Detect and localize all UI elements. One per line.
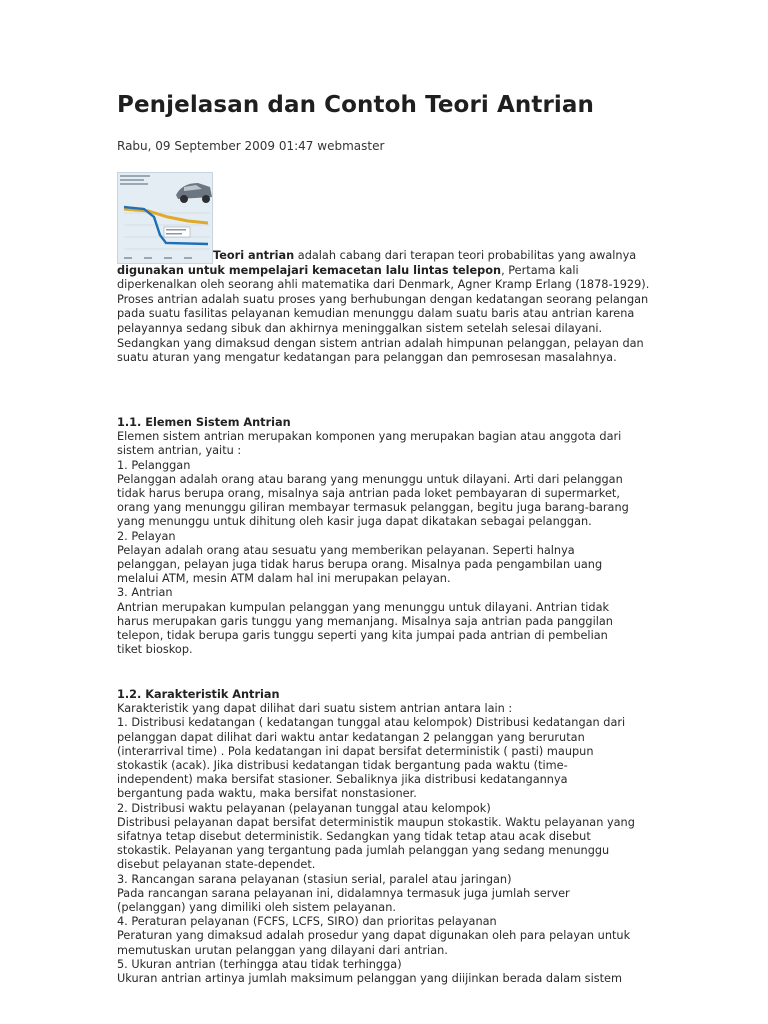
section-line: 3. Antrian [117,586,173,600]
section-line: 5. Ukuran antrian (terhingga atau tidak terhingga) [117,957,402,971]
section-line: disebut pelayanan state-dependet. [117,858,316,872]
section-heading: 1.1. Elemen Sistem Antrian [117,416,291,429]
section-line: 2. Distribusi waktu pelayanan (pelayanan tunggal atau kelompok) [117,801,491,815]
section-line: 1. Pelanggan [117,458,191,472]
section-line: (pelanggan) yang dimiliki oleh sistem pelayanan. [117,901,396,915]
section-line: memutuskan urutan pelanggan yang dilayani dari antrian. [117,943,448,957]
section-line: telepon, tidak berupa garis tunggu seperti yang kita jumpai pada antrian di pembelian [117,629,608,643]
article-meta: Rabu, 09 September 2009 01:47 webmaster [117,139,385,153]
intro-text-2: , Pertama kali diperkenalkan oleh seorang ahli matematika dari Denmark, Agner Kramp Erlang (1878-1929). Proses antrian adalah suatu proses yang berhubungan dengan kedatangan seorang pelangan pada suatu fasilitas pelayanan kemudian menunggu dalam suatu baris atau antrian karena pelayannya sedang sibuk dan akhirnya meninggalkan sistem setelah selesai dilayani. Sedangkan yang dimaksud dengan sistem antrian adalah himpunan pelanggan, pelayan dan suatu aturan yang mengatur kedatangan para pelanggan dan pemrosesan masalahnya. [117,263,650,365]
section-line: orang yang menunggu giliran membayar termasuk pelanggan, begitu juga barang-barang [117,501,629,515]
section-line: Antrian merupakan kumpulan pelanggan yang menunggu untuk dilayani. Antrian tidak [117,600,610,614]
section-line: (interarrival time) . Pola kedatangan ini dapat bersifat deterministik ( pasti) maupun [117,744,594,758]
section-karakteristik-antrian [117,688,657,986]
section-heading: 1.2. Karakteristik Antrian [117,688,280,701]
section-line: 4. Peraturan pelayanan (FCFS, LCFS, SIRO) dan prioritas pelayanan [117,915,497,929]
section-line: Karakteristik yang dapat dilihat dari suatu sistem antrian antara lain : [117,702,513,716]
section-line: 1. Distribusi kedatangan ( kedatangan tunggal atau kelompok) Distribusi kedatangan dari [117,716,626,730]
section-line: Pelanggan adalah orang atau barang yang menunggu untuk dilayani. Arti dari pelanggan [117,472,623,486]
section-line: tidak harus berupa orang, misalnya saja antrian pada loket pembayaran di supermarket, [117,487,620,501]
section-line: harus merupakan garis tunggu yang memanjang. Misalnya saja antrian pada panggilan [117,614,613,628]
section-line: Distribusi pelayanan dapat bersifat deterministik maupun stokastik. Waktu pelayanan yang [117,815,635,829]
section-line: stokastik. Pelayanan yang tergantung pada jumlah pelanggan yang sedang menunggu [117,844,610,858]
section-line: 3. Rancangan sarana pelayanan (stasiun serial, paralel atau jaringan) [117,872,512,886]
section-line: Pada rancangan sarana pelayanan ini, didalamnya termasuk juga jumlah server [117,886,570,900]
section-line: stokastik (acak). Jika distribusi kedatangan tidak bergantung pada waktu (time- [117,759,568,773]
section-line: melalui ATM, mesin ATM dalam hal ini merupakan pelayan. [117,572,451,586]
section-line: sifatnya tetap disebut deterministik. Sedangkan yang tidak tetap atau acak disebut [117,830,591,844]
section-line: bergantung pada waktu, maka bersifat nonstasioner. [117,787,417,801]
section-line: pelanggan dapat dilihat dari waktu antar kedatangan 2 pelanggan yang berurutan [117,730,585,744]
section-elemen-sistem-antrian [117,416,657,657]
section-line: Ukuran antrian artinya jumlah maksimum pelanggan yang diijinkan berada dalam sistem [117,972,622,986]
intro-text-1: adalah cabang dari terapan teori probabilitas yang awalnya [294,249,637,262]
section-line: pelanggan, pelayan juga tidak harus berupa orang. Misalnya pada pengambilan uang [117,558,603,572]
section-line: Peraturan yang dimaksud adalah prosedur yang dapat digunakan oleh para pelayan untuk [117,929,631,943]
section-line: Elemen sistem antrian merupakan komponen yang merupakan bagian atau anggota dari [117,430,622,444]
section-line: 2. Pelayan [117,529,176,543]
intro-paragraph [117,249,657,366]
intro-bold-phrase: digunakan untuk mempelajari kemacetan lalu lintas telepon [117,263,502,277]
section-line: Pelayan adalah orang atau sesuatu yang memberikan pelayanan. Seperti halnya [117,543,575,557]
intro-bold-term: Teori antrian [213,249,295,262]
section-line: tiket bioskop. [117,643,193,657]
page-title: Penjelasan dan Contoh Teori Antrian [117,92,594,118]
section-line: independent) maka bersifat stasioner. Sebaliknya jika distribusi kedatangannya [117,773,568,787]
section-line: sistem antrian, yaitu : [117,444,242,458]
section-line: yang menunggu untuk dihitung oleh kasir juga dapat dikatakan sebagai pelanggan. [117,515,592,529]
